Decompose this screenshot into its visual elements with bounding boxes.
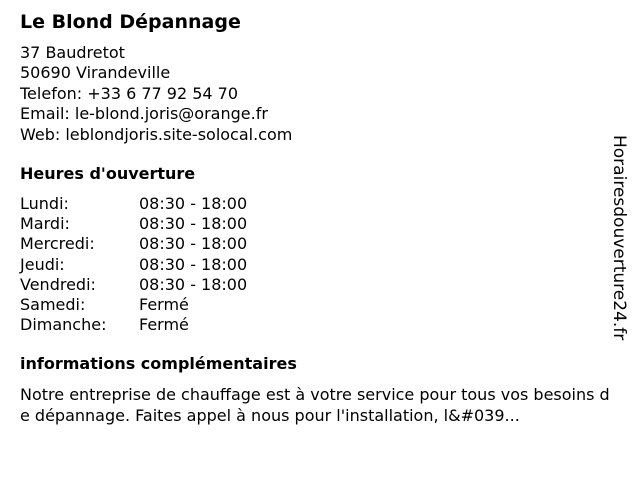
web-line: Web: leblondjoris.site-solocal.com [20,124,293,144]
hours-row-saturday [20,295,247,315]
day-label: Jeudi: [20,254,65,274]
day-label: Mardi: [20,214,70,234]
hours-row-sunday [20,315,247,335]
hours-row-monday [20,194,247,214]
opening-hours-table [20,194,247,335]
email-line: Email: le-blond.joris@orange.fr [20,104,268,124]
day-hours: 08:30 - 18:00 [139,234,248,254]
day-label: Samedi: [20,295,86,315]
city-address: 50690 Virandeville [20,63,171,83]
business-name: Le Blond Dépannage [20,11,241,33]
street-address: 37 Baudretot [20,43,125,62]
day-label: Mercredi: [20,234,95,254]
hours-row-friday [20,275,247,295]
hours-row-tuesday [20,214,247,234]
hours-row-wednesday [20,234,247,254]
phone-line: Telefon: +33 6 77 92 54 70 [20,83,239,103]
contact-block [20,43,292,145]
additional-info-text: Notre entreprise de chauffage est à votre service pour tous vos besoins de dépannage. Faites appel à nous pour l'installation, l&#039... [20,385,610,425]
day-hours: 08:30 - 18:00 [139,214,248,234]
additional-info-heading: informations complémentaires [20,354,297,373]
day-hours: 08:30 - 18:00 [139,254,248,274]
opening-hours-heading: Heures d'ouverture [20,164,196,183]
day-hours: Fermé [139,295,189,315]
day-label: Lundi: [20,194,69,213]
day-hours: 08:30 - 18:00 [139,194,248,213]
day-hours: Fermé [139,315,189,335]
day-hours: 08:30 - 18:00 [139,274,248,294]
hours-row-thursday [20,255,247,275]
day-label: Dimanche: [20,315,107,335]
site-watermark: Horairesdouverture24.fr [609,135,629,341]
day-label: Vendredi: [20,274,96,294]
